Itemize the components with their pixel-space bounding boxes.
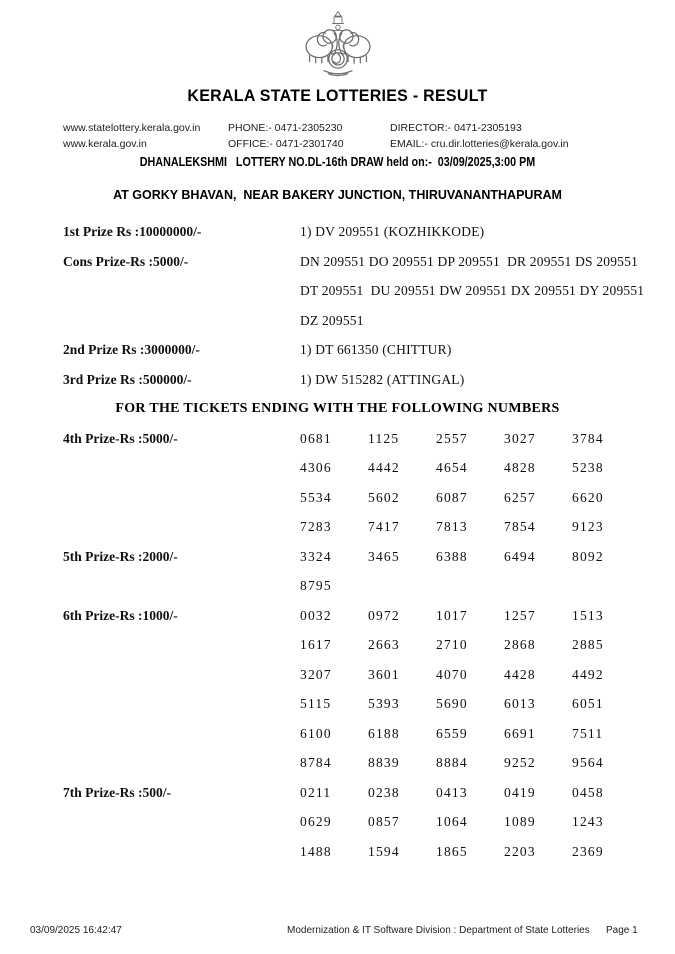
page-number: Page 1 xyxy=(606,925,638,936)
winning-number: 3207 xyxy=(300,666,332,682)
draw-info-line: DHANALEKSHMI LOTTERY NO.DL-16th DRAW held on:- 03/09/2025,3:00 PM xyxy=(139,155,536,169)
ending-prize-row xyxy=(0,490,675,520)
footer-division-text: Modernization & IT Software Division : Department of State Lotteries xyxy=(287,925,590,936)
winning-number: 2710 xyxy=(436,637,468,652)
winning-number: 4492 xyxy=(572,666,604,682)
kerala-state-emblem-graphic xyxy=(301,9,375,79)
contact-block xyxy=(0,122,675,153)
winning-number: 4828 xyxy=(504,460,536,475)
ending-prize-row xyxy=(0,637,675,667)
winning-number: 8839 xyxy=(368,755,400,770)
winning-number: 6388 xyxy=(436,548,468,564)
winning-number: 0458 xyxy=(572,784,604,800)
ending-prize-row xyxy=(0,519,675,549)
prize-row xyxy=(0,283,675,313)
print-timestamp: 03/09/2025 16:42:47 xyxy=(30,925,122,936)
winning-number: 2885 xyxy=(572,637,604,652)
prize-label: 3rd Prize Rs :500000/- xyxy=(63,371,192,387)
winning-number: 0032 xyxy=(300,607,332,623)
winning-number: 2203 xyxy=(504,843,536,859)
winning-number: 0238 xyxy=(368,784,400,800)
winning-number: 6087 xyxy=(436,489,468,505)
winning-number: 6494 xyxy=(504,548,536,564)
winning-number: 1513 xyxy=(572,607,604,623)
ending-prize-row xyxy=(0,608,675,638)
winning-number: 0629 xyxy=(300,814,332,829)
winning-number: 2557 xyxy=(436,430,468,446)
winning-number: 6691 xyxy=(504,725,536,741)
winning-number: 2369 xyxy=(572,843,604,859)
prize-row xyxy=(0,313,675,343)
winning-number: 5115 xyxy=(300,696,332,711)
winning-number: 6013 xyxy=(504,696,536,711)
prize-label: 5th Prize-Rs :2000/- xyxy=(63,548,178,564)
winning-number: 3324 xyxy=(300,548,332,564)
website-statelottery: www.statelottery.kerala.gov.in xyxy=(63,122,201,134)
winning-number: 7511 xyxy=(572,725,604,741)
winning-number: 1064 xyxy=(436,814,468,829)
winning-number: 0857 xyxy=(368,814,400,829)
winning-number: 1243 xyxy=(572,814,604,829)
ending-prize-row xyxy=(0,578,675,608)
prize-winning-ticket: DN 209551 DO 209551 DP 209551 DR 209551 DS 209551 xyxy=(300,253,639,269)
winning-number: 0419 xyxy=(504,784,536,800)
winning-number: 9252 xyxy=(504,755,536,770)
winning-number: 6051 xyxy=(572,696,604,711)
winning-number: 4070 xyxy=(436,666,468,682)
winning-number: 2868 xyxy=(504,637,536,652)
ending-prize-row xyxy=(0,726,675,756)
winning-number: 1865 xyxy=(436,843,468,859)
winning-number: 6257 xyxy=(504,489,536,505)
ending-prize-row xyxy=(0,460,675,490)
prize-winning-ticket: 1) DW 515282 (ATTINGAL) xyxy=(300,371,465,387)
winning-number: 8784 xyxy=(300,755,332,770)
prize-label: 6th Prize-Rs :1000/- xyxy=(63,607,178,623)
winning-number: 0211 xyxy=(300,784,332,800)
winning-number: 4442 xyxy=(368,460,400,475)
section-heading: FOR THE TICKETS ENDING WITH THE FOLLOWING NUMBERS xyxy=(115,401,560,416)
winning-number: 6188 xyxy=(368,725,400,741)
director-phone: DIRECTOR:- 0471-2305193 xyxy=(390,122,522,134)
prize-winning-ticket: DT 209551 DU 209551 DW 209551 DX 209551 DY 209551 xyxy=(300,283,645,298)
ending-prize-row xyxy=(0,667,675,697)
prize-row xyxy=(0,224,675,254)
winning-number: 0681 xyxy=(300,430,332,446)
winning-number: 4306 xyxy=(300,460,332,475)
winning-number: 6100 xyxy=(300,725,332,741)
winning-number: 1488 xyxy=(300,843,332,859)
contact-row-2 xyxy=(0,138,675,154)
winning-number: 2663 xyxy=(368,637,400,652)
winning-number: 0972 xyxy=(368,607,400,623)
ending-prize-row xyxy=(0,696,675,726)
venue-line: AT GORKY BHAVAN, NEAR BAKERY JUNCTION, THIRUVANANTHAPURAM xyxy=(113,188,562,202)
winning-number: 5534 xyxy=(300,489,332,505)
winning-number: 8795 xyxy=(300,578,332,593)
prize-row xyxy=(0,254,675,284)
winning-number: 8092 xyxy=(572,548,604,564)
page-title: KERALA STATE LOTTERIES - RESULT xyxy=(187,86,488,105)
winning-number: 7813 xyxy=(436,519,468,534)
prize-label: 4th Prize-Rs :5000/- xyxy=(63,430,178,446)
prize-winning-ticket: 1) DV 209551 (KOZHIKKODE) xyxy=(300,224,485,239)
prize-label: Cons Prize-Rs :5000/- xyxy=(63,253,189,269)
winning-number: 9123 xyxy=(572,519,604,534)
winning-number: 1594 xyxy=(368,843,400,859)
winning-number: 5602 xyxy=(368,489,400,505)
winning-number: 7283 xyxy=(300,519,332,534)
email-address: EMAIL:- cru.dir.lotteries@kerala.gov.in xyxy=(390,137,569,150)
kerala-state-emblem xyxy=(0,9,675,79)
winning-number: 3601 xyxy=(368,666,400,682)
winning-number: 9564 xyxy=(572,755,604,770)
prize-label: 2nd Prize Rs :3000000/- xyxy=(63,342,200,357)
winning-number: 6620 xyxy=(572,489,604,505)
winning-number: 8884 xyxy=(436,755,468,770)
winning-number: 4654 xyxy=(436,460,468,475)
ending-prize-row xyxy=(0,755,675,785)
website-kerala: www.kerala.gov.in xyxy=(63,137,147,150)
winning-number: 3027 xyxy=(504,430,536,446)
winning-number: 1125 xyxy=(368,430,400,446)
winning-number: 5393 xyxy=(368,696,400,711)
winning-number: 6559 xyxy=(436,725,468,741)
winning-number: 1257 xyxy=(504,607,536,623)
winning-number: 3784 xyxy=(572,430,604,446)
results-body xyxy=(0,224,675,873)
ending-prize-row xyxy=(0,814,675,844)
prize-winning-ticket: 1) DT 661350 (CHITTUR) xyxy=(300,342,452,357)
prize-label: 7th Prize-Rs :500/- xyxy=(63,784,171,800)
contact-row-1 xyxy=(0,122,675,138)
ending-prize-row xyxy=(0,549,675,579)
office-phone: OFFICE:- 0471-2301740 xyxy=(228,137,344,150)
phone-number: PHONE:- 0471-2305230 xyxy=(228,122,343,134)
ending-prize-row xyxy=(0,844,675,874)
prize-row xyxy=(0,372,675,402)
winning-number: 1617 xyxy=(300,637,332,652)
winning-number: 0413 xyxy=(436,784,468,800)
ending-prize-row xyxy=(0,431,675,461)
winning-number: 1089 xyxy=(504,814,536,829)
winning-number: 3465 xyxy=(368,548,400,564)
ending-prize-row xyxy=(0,785,675,815)
prize-label: 1st Prize Rs :10000000/- xyxy=(63,224,202,239)
prize-row xyxy=(0,342,675,372)
winning-number: 7417 xyxy=(368,519,400,534)
winning-number: 5690 xyxy=(436,696,468,711)
prize-winning-ticket: DZ 209551 xyxy=(300,312,364,328)
winning-number: 7854 xyxy=(504,519,536,534)
winning-number: 1017 xyxy=(436,607,468,623)
winning-number: 4428 xyxy=(504,666,536,682)
winning-number: 5238 xyxy=(572,460,604,475)
